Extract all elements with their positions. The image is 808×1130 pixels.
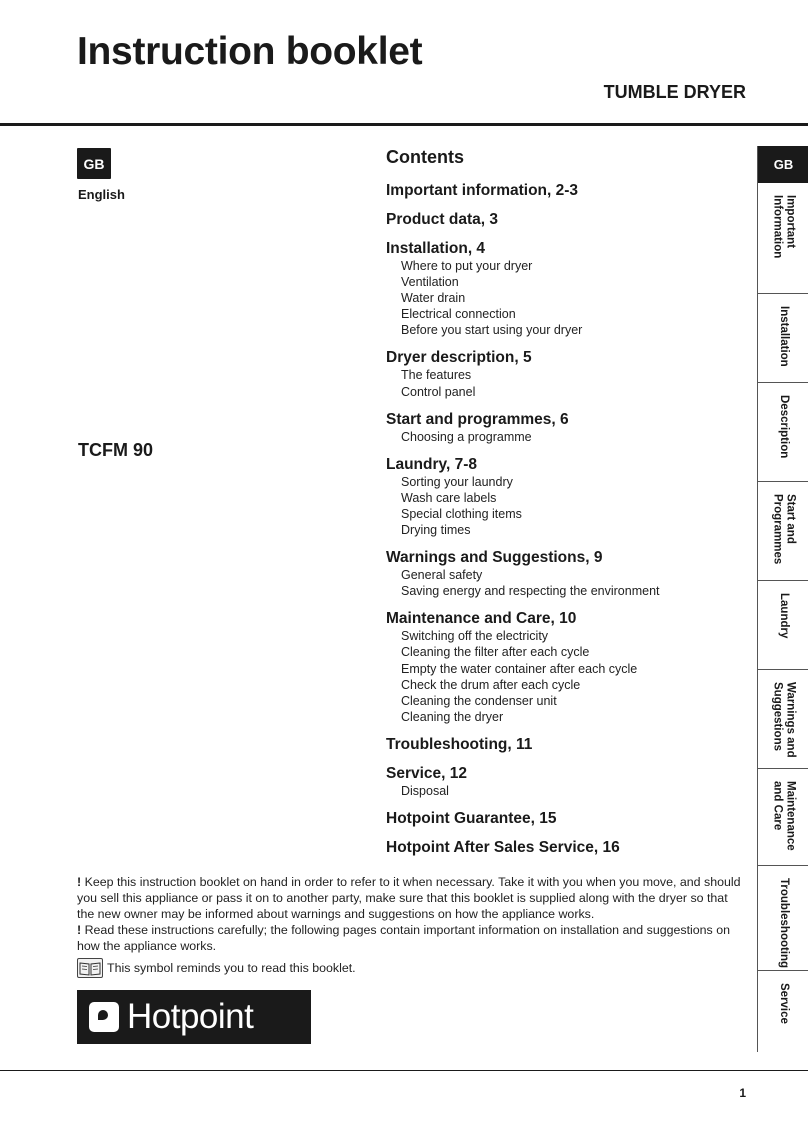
toc-sub-item: Ventilation xyxy=(401,275,459,290)
toc-sub-item: Empty the water container after each cycle xyxy=(401,661,638,676)
toc-sections xyxy=(386,181,731,857)
toc-section-title: Hotpoint Guarantee, 15 xyxy=(386,809,557,827)
toc-sub-item: Wash care labels xyxy=(401,490,497,505)
toc-sub-item: Sorting your laundry xyxy=(401,474,513,489)
exclamation-mark: ! xyxy=(77,923,82,937)
open-book-icon xyxy=(77,958,103,978)
logo-text: Hotpoint xyxy=(127,997,254,1036)
side-tab-troubleshooting xyxy=(758,866,808,971)
side-tab-label: Laundry xyxy=(778,593,790,639)
toc-sub-item: Switching off the electricity xyxy=(401,629,549,644)
side-tab-important-information xyxy=(758,183,808,294)
toc-section-title: Installation, 4 xyxy=(386,240,486,257)
exclamation-mark: ! xyxy=(77,875,82,889)
toc-section xyxy=(386,735,731,754)
side-tab-maintenance-and-care xyxy=(758,769,808,866)
side-tab-warnings-and-suggestions xyxy=(758,670,808,769)
notes-block xyxy=(77,874,747,978)
side-tab-label: Important Information xyxy=(771,195,797,259)
toc-section-title: Important information, 2-3 xyxy=(386,182,579,199)
toc-sub-item: Electrical connection xyxy=(401,307,516,322)
toc-section xyxy=(386,239,731,338)
toc-sub-item: Drying times xyxy=(401,523,471,538)
toc-sub-item: Control panel xyxy=(401,384,476,399)
toc-section-title: Hotpoint After Sales Service, 16 xyxy=(386,838,620,856)
table-of-contents xyxy=(386,147,731,867)
side-tab-description xyxy=(758,383,808,482)
toc-section xyxy=(386,210,731,229)
toc-section-title: Service, 12 xyxy=(386,764,468,782)
side-tab-label: Start and Programmes xyxy=(771,494,797,565)
toc-section xyxy=(386,410,731,445)
document-title: Instruction booklet xyxy=(77,30,423,73)
toc-section xyxy=(386,455,731,538)
toc-section xyxy=(386,548,731,599)
read-symbol-line xyxy=(77,958,747,978)
side-tab-list xyxy=(758,183,808,1060)
hotpoint-logo xyxy=(77,990,311,1044)
side-tab-start-and-programmes xyxy=(758,482,808,581)
toc-section xyxy=(386,181,731,200)
side-tab-service xyxy=(758,971,808,1060)
side-tab-installation xyxy=(758,294,808,383)
toc-section-title: Start and programmes, 6 xyxy=(386,410,569,428)
side-section-tabs xyxy=(757,146,808,1052)
side-tab-laundry xyxy=(758,581,808,670)
note-paragraph xyxy=(77,874,747,922)
toc-section-title: Troubleshooting, 11 xyxy=(386,735,533,753)
toc-sub-item: General safety xyxy=(401,568,483,583)
toc-section-title: Dryer description, 5 xyxy=(386,349,532,367)
toc-sub-item: Special clothing items xyxy=(401,506,522,521)
toc-section-title: Maintenance and Care, 10 xyxy=(386,610,577,628)
toc-section-title: Product data, 3 xyxy=(386,211,498,228)
toc-sub-item: The features xyxy=(401,368,472,383)
toc-section-title: Warnings and Suggestions, 9 xyxy=(386,549,603,567)
toc-sub-item: Cleaning the filter after each cycle xyxy=(401,645,590,660)
toc-section xyxy=(386,348,731,399)
toc-sub-item: Where to put your dryer xyxy=(401,259,533,273)
model-name: TCFM 90 xyxy=(78,440,154,460)
contents-heading: Contents xyxy=(386,147,464,167)
note-paragraph xyxy=(77,922,747,954)
note-text: Read these instructions carefully; the following pages contain important information on installation and suggestions on how the appliance works. xyxy=(77,923,730,953)
language-label: English xyxy=(78,187,125,202)
language-badge: GB xyxy=(77,148,111,179)
toc-sub-item: Cleaning the condenser unit xyxy=(401,693,557,708)
toc-sub-item: Disposal xyxy=(401,783,449,798)
note-text: Keep this instruction booklet on hand in order to refer to it when necessary. Take it with you when you move, and should you sell this appliance or pass it on to another party, make sure that this booklet is supplied along with the dryer so that the new owner may be informed about warnings and suggestions on how the appliance works. xyxy=(77,875,741,921)
toc-sub-item: Before you start using your dryer xyxy=(401,323,583,338)
side-tab-label: Maintenance and Care xyxy=(771,781,797,851)
symbol-caption: This symbol reminds you to read this booklet. xyxy=(107,961,356,975)
header-rule xyxy=(0,123,808,126)
side-tab-label: Installation xyxy=(778,306,790,367)
toc-section-title: Laundry, 7-8 xyxy=(386,455,478,473)
side-tab-label: Service xyxy=(778,983,790,1024)
hotpoint-mark-icon xyxy=(89,1002,119,1032)
page-number: 1 xyxy=(739,1086,746,1100)
toc-section xyxy=(386,809,731,828)
toc-sub-item: Check the drum after each cycle xyxy=(401,677,581,692)
footer-rule xyxy=(0,1070,808,1071)
document-subtitle: TUMBLE DRYER xyxy=(603,82,746,102)
toc-sub-item: Saving energy and respecting the environment xyxy=(401,584,660,599)
side-tab-label: Description xyxy=(778,395,790,459)
side-language-badge: GB xyxy=(758,146,808,183)
side-tab-label: Warnings and Suggestions xyxy=(771,682,797,758)
side-tab-label: Troubleshooting xyxy=(778,878,790,969)
toc-section xyxy=(386,764,731,799)
toc-section xyxy=(386,838,731,857)
toc-section xyxy=(386,609,731,725)
toc-sub-item: Cleaning the dryer xyxy=(401,709,504,724)
toc-sub-item: Water drain xyxy=(401,291,466,306)
toc-sub-item: Choosing a programme xyxy=(401,429,532,444)
